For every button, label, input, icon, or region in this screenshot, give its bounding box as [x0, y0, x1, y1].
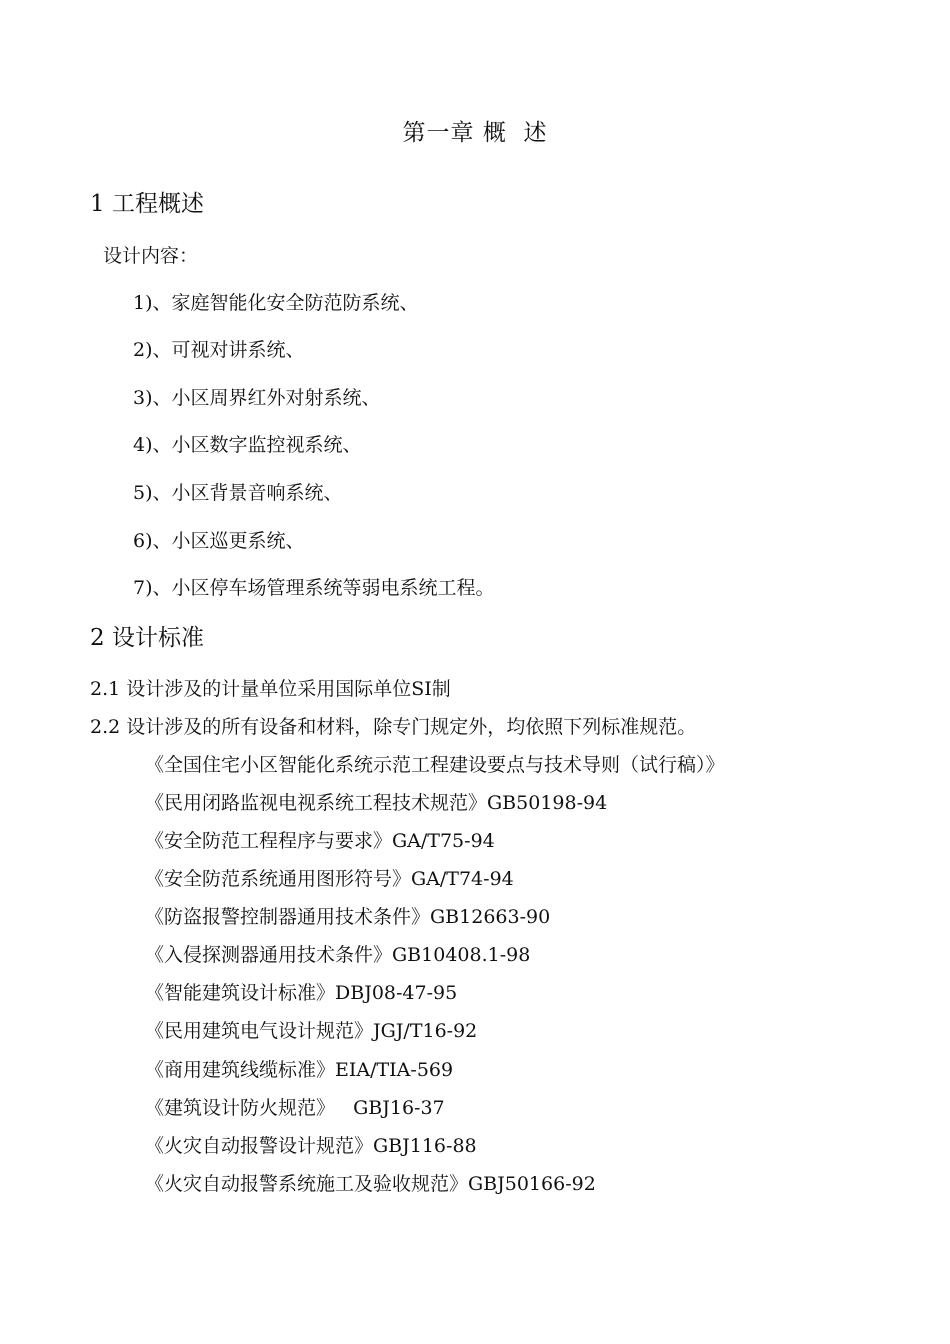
reference-standard: 《民用闭路监视电视系统工程技术规范》GB50198-94 [145, 792, 608, 814]
standard-clause: 2.1 设计涉及的计量单位采用国际单位SI制 [90, 678, 451, 700]
reference-standard: 《入侵探测器通用技术条件》GB10408.1-98 [145, 944, 531, 966]
chapter-title: 第一章 概 述 [402, 120, 548, 146]
reference-standard: 《商用建筑线缆标准》EIA/TIA-569 [145, 1059, 454, 1081]
section-2-heading: 2 设计标准 [90, 625, 204, 651]
design-content-label: 设计内容： [103, 245, 199, 267]
design-item: 2)、可视对讲系统、 [133, 339, 305, 361]
reference-standard: 《火灾自动报警设计规范》GBJ116-88 [145, 1135, 477, 1157]
reference-standard: 《智能建筑设计标准》DBJ08-47-95 [145, 982, 458, 1004]
reference-standard: 《民用建筑电气设计规范》JGJ/T16-92 [145, 1020, 478, 1042]
reference-standard: 《建筑设计防火规范》 GBJ16-37 [145, 1097, 445, 1119]
design-item: 7)、小区停车场管理系统等弱电系统工程。 [133, 577, 495, 599]
reference-standard: 《安全防范系统通用图形符号》GA/T74-94 [145, 868, 514, 890]
reference-standard: 《火灾自动报警系统施工及验收规范》GBJ50166-92 [145, 1173, 596, 1195]
section-1-heading: 1 工程概述 [90, 191, 204, 217]
standard-clause: 2.2 设计涉及的所有设备和材料，除专门规定外，均依照下列标准规范。 [90, 716, 697, 738]
design-item: 6)、小区巡更系统、 [133, 530, 305, 552]
design-item: 1)、家庭智能化安全防范防系统、 [133, 292, 419, 314]
reference-standard: 《全国住宅小区智能化系统示范工程建设要点与技术导则（试行稿）》 [145, 754, 725, 776]
reference-standard: 《安全防范工程程序与要求》GA/T75-94 [145, 830, 495, 852]
reference-standard: 《防盗报警控制器通用技术条件》GB12663-90 [145, 906, 551, 928]
design-item: 5)、小区背景音响系统、 [133, 482, 343, 504]
design-item: 3)、小区周界红外对射系统、 [133, 387, 381, 409]
design-item: 4)、小区数字监控视系统、 [133, 434, 362, 456]
